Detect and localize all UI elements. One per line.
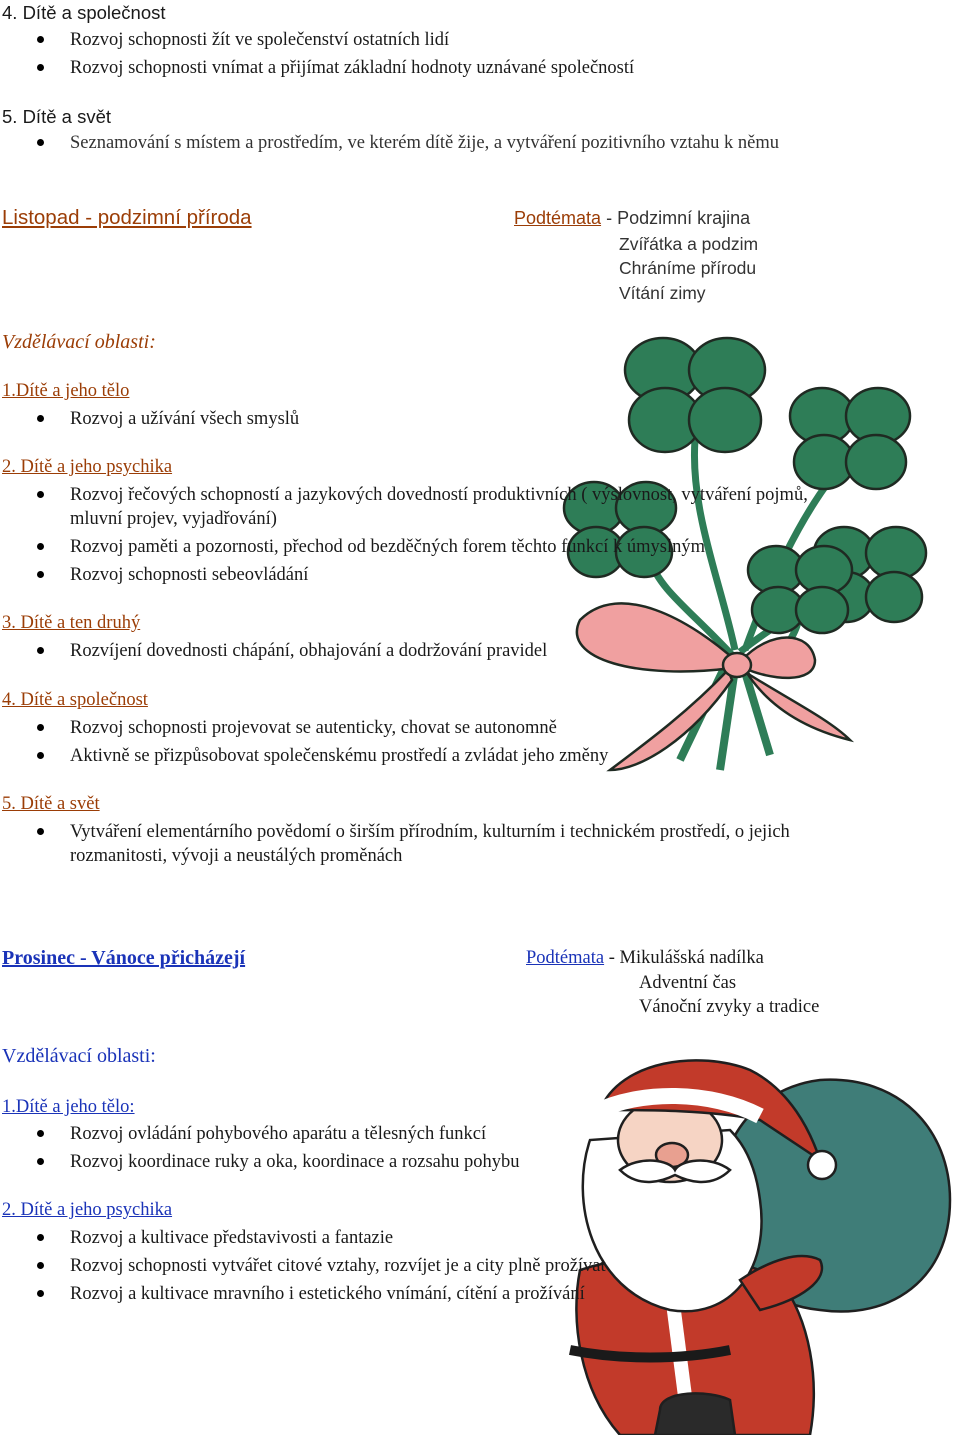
- list-item: Rozvoj řečových schopností a jazykových dovedností produktivních ( výslovnost, vytváření pojmů,: [70, 485, 808, 505]
- list-item: Aktivně se přizpůsobovat společenskému prostředí a zvládat jeho změny: [70, 746, 609, 766]
- list-item: Rozvoj a užívání všech smyslů: [70, 409, 300, 429]
- bullet-icon: [37, 647, 44, 654]
- list-item-continuation: rozmanitosti, vývoji a neustálých proměnách: [70, 846, 403, 866]
- list-item: Rozvoj schopnosti sebeovládání: [70, 565, 309, 585]
- bullet-icon: [37, 571, 44, 578]
- section-heading: 5. Dítě a svět: [2, 794, 100, 814]
- section-heading: 1.Dítě a jeho tělo: [2, 381, 130, 401]
- month-title-december: Prosinec - Vánoce přicházejí: [2, 947, 246, 969]
- section-heading: 3. Dítě a ten druhý: [2, 613, 141, 633]
- subtopics-label: Podtémata: [514, 208, 602, 228]
- subtopic: Chráníme přírodu: [619, 258, 757, 278]
- month-title-november: Listopad - podzimní příroda: [2, 206, 252, 229]
- list-item: Rozvoj a kultivace mravního i estetického vnímání, cítění a prožívání: [70, 1284, 585, 1304]
- bullet-icon: [37, 752, 44, 759]
- bullet-icon: [37, 1290, 44, 1297]
- subtopic: Zvířátka a podzim: [619, 234, 759, 254]
- educational-areas-label: Vzdělávací oblasti:: [2, 1045, 156, 1067]
- subtopics-header: Podtémata - Podzimní krajina: [514, 208, 751, 228]
- section-heading: 2. Dítě a jeho psychika: [2, 457, 173, 477]
- list-item: Rozvoj schopnosti žít ve společenství ostatních lidí: [70, 30, 450, 50]
- bullet-icon: [37, 1234, 44, 1241]
- bullet-icon: [37, 828, 44, 835]
- bullet-icon: [37, 543, 44, 550]
- list-item: Vytváření elementárního povědomí o širším přírodním, kulturním i technickém prostředí, o jejich: [70, 822, 790, 842]
- bullet-icon: [37, 724, 44, 731]
- subtopic: Adventní čas: [639, 973, 737, 993]
- list-item-continuation: mluvní projev, vyjadřování): [70, 509, 277, 529]
- bullet-icon: [37, 1158, 44, 1165]
- bullet-icon: [37, 36, 44, 43]
- section-heading: 1.Dítě a jeho tělo:: [2, 1097, 135, 1117]
- educational-areas-label: Vzdělávací oblasti:: [2, 331, 156, 353]
- list-item: Rozvoj ovládání pohybového aparátu a tělesných funkcí: [70, 1124, 487, 1144]
- subtopics-label: Podtémata: [526, 948, 605, 968]
- list-item: Rozvoj schopnosti vytvářet citové vztahy, rozvíjet je a city plně prožívat: [70, 1256, 606, 1276]
- list-item: Rozvoj schopnosti vnímat a přijímat základní hodnoty uznávané společností: [70, 58, 635, 78]
- subtopic: Podzimní krajina: [617, 208, 751, 228]
- list-item: Seznamování s místem a prostředím, ve kterém dítě žije, a vytváření pozitivního vztahu k němu: [70, 133, 779, 153]
- list-item: Rozvoj koordinace ruky a oka, koordinace a rozsahu pohybu: [70, 1152, 520, 1172]
- bullet-icon: [37, 415, 44, 422]
- subtopic: Vánoční zvyky a tradice: [639, 997, 820, 1017]
- bullet-icon: [37, 491, 44, 498]
- heading-child-and-world: 5. Dítě a svět: [2, 106, 111, 127]
- bullet-icon: [37, 1130, 44, 1137]
- bullet-icon: [37, 64, 44, 71]
- subtopic: Vítání zimy: [619, 283, 706, 303]
- section-heading: 4. Dítě a společnost: [2, 690, 148, 710]
- heading-child-and-society: 4. Dítě a společnost: [2, 2, 166, 23]
- list-item: Rozvoj paměti a pozornosti, přechod od bezděčných forem těchto funkcí k úmyslným: [70, 537, 705, 557]
- bullet-icon: [37, 139, 44, 146]
- section-heading: 2. Dítě a jeho psychika: [2, 1200, 173, 1220]
- list-item: Rozvoj schopnosti projevovat se autenticky, chovat se autonomně: [70, 718, 557, 738]
- subtopic: Mikulášská nadílka: [619, 948, 764, 968]
- subtopics-header: Podtémata - Mikulášská nadílka: [526, 948, 764, 968]
- list-item: Rozvíjení dovednosti chápání, obhajování a dodržování pravidel: [70, 641, 548, 661]
- santa-claus-illustration: [560, 1050, 955, 1435]
- list-item: Rozvoj a kultivace představivosti a fantazie: [70, 1228, 394, 1248]
- bullet-icon: [37, 1262, 44, 1269]
